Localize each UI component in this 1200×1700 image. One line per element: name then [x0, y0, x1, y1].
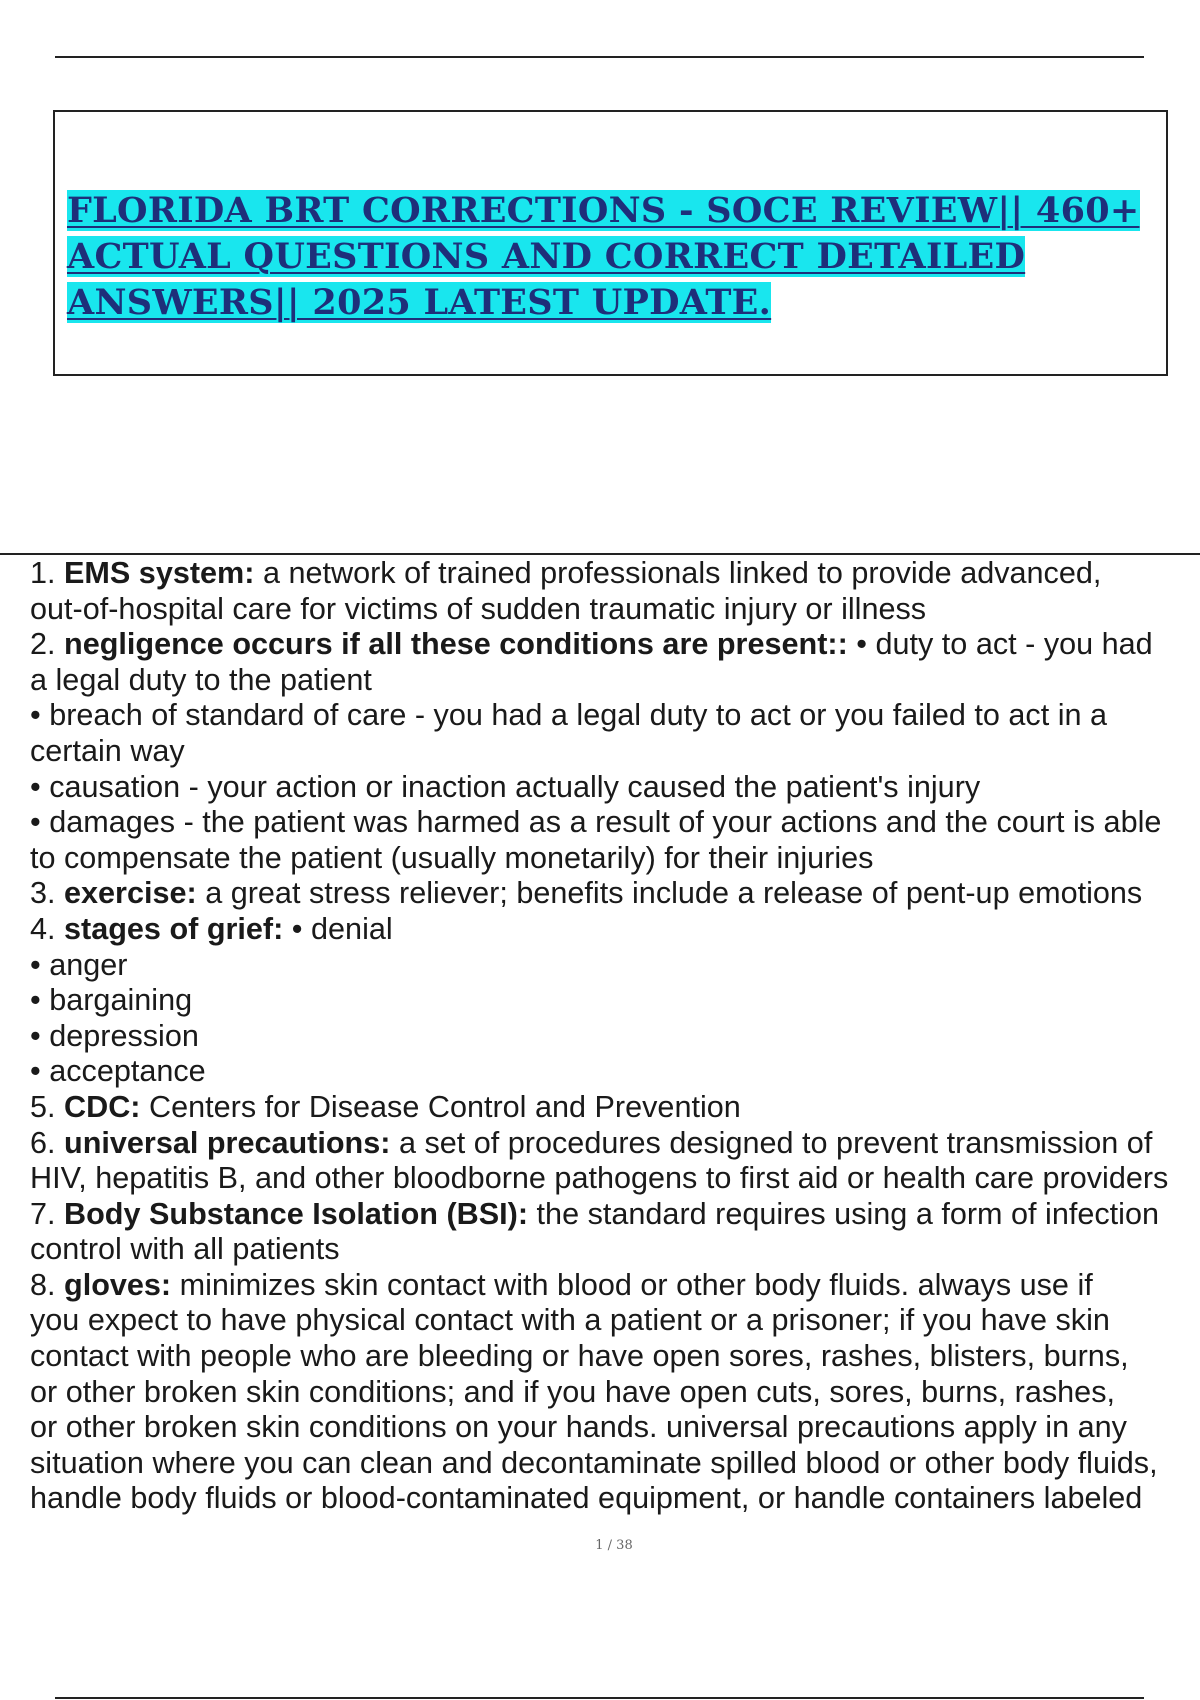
item-term: negligence occurs if all these conditions are present::	[64, 627, 848, 662]
item-text-line: • acceptance	[30, 1054, 206, 1089]
item-text-line: contact with people who are bleeding or have open sores, rashes, blisters, burns,	[30, 1339, 1129, 1374]
item-text-line: situation where you can clean and decontaminate spilled blood or other body fluids,	[30, 1445, 1158, 1480]
item-text-line: control with all patients	[30, 1232, 340, 1267]
item-text-line: • breach of standard of care - you had a legal duty to act or you failed to act in a	[30, 698, 1108, 733]
content-rule	[0, 553, 1200, 555]
item-text-line: you expect to have physical contact with a patient or a prisoner; if you have skin	[30, 1303, 1110, 1338]
question-list	[30, 556, 1200, 1517]
list-item	[30, 1126, 1200, 1162]
title-line-2: ACTUAL QUESTIONS AND CORRECT DETAILED	[67, 236, 1026, 277]
item-text: a set of procedures designed to prevent transmission of	[390, 1125, 1153, 1160]
item-number: 5.	[30, 1089, 56, 1124]
list-item	[30, 556, 1200, 592]
item-term: CDC:	[64, 1089, 141, 1124]
item-number: 6.	[30, 1125, 56, 1160]
list-item	[30, 627, 1200, 663]
item-text-line: • depression	[30, 1018, 199, 1053]
item-text-line: • anger	[30, 947, 128, 982]
item-text: • duty to act - you had	[847, 627, 1153, 662]
item-text: • denial	[283, 911, 393, 946]
top-rule	[55, 56, 1144, 58]
item-text-line: • causation - your action or inaction actually caused the patient's injury	[30, 769, 981, 804]
item-text-line: to compensate the patient (usually monetarily) for their injuries	[30, 840, 874, 875]
item-term: stages of grief:	[64, 911, 284, 946]
list-item	[30, 1268, 1200, 1304]
title-line-1: FLORIDA BRT CORRECTIONS - SOCE REVIEW|| 460+	[67, 190, 1140, 231]
item-term: Body Substance Isolation (BSI):	[64, 1196, 529, 1231]
item-term: EMS system:	[64, 556, 255, 590]
item-text-line: certain way	[30, 733, 185, 768]
item-text-line: or other broken skin conditions on your hands. universal precautions apply in any	[30, 1410, 1127, 1445]
item-text-line: or other broken skin conditions; and if you have open cuts, sores, burns, rashes,	[30, 1374, 1115, 1409]
item-text-line: HIV, hepatitis B, and other bloodborne pathogens to first aid or health care providers	[30, 1161, 1169, 1196]
list-item	[30, 1090, 1200, 1126]
item-text: Centers for Disease Control and Prevention	[140, 1089, 741, 1124]
document-title	[67, 188, 1157, 326]
item-text: the standard requires using a form of infection	[528, 1196, 1159, 1231]
item-text-line: out-of-hospital care for victims of sudden traumatic injury or illness	[30, 591, 927, 626]
item-text: a network of trained professionals linked to provide advanced,	[254, 556, 1102, 590]
title-box	[53, 110, 1168, 376]
item-text-line: • damages - the patient was harmed as a result of your actions and the court is able	[30, 805, 1162, 840]
item-text: a great stress reliever; benefits include a release of pent-up emotions	[196, 876, 1143, 911]
item-term: gloves:	[64, 1267, 172, 1302]
title-line-3: ANSWERS|| 2025 LATEST UPDATE.	[67, 282, 772, 323]
item-number: 1.	[30, 556, 56, 590]
bottom-rule	[55, 1697, 1144, 1699]
item-number: 8.	[30, 1267, 56, 1302]
item-text-line: handle body fluids or blood-contaminated equipment, or handle containers labeled	[30, 1481, 1143, 1516]
item-term: universal precautions:	[64, 1125, 391, 1160]
page-number: 1 / 38	[595, 1538, 633, 1553]
item-number: 2.	[30, 627, 56, 662]
item-text-line: • bargaining	[30, 983, 193, 1018]
item-number: 4.	[30, 911, 56, 946]
item-term: exercise:	[64, 876, 197, 911]
item-text: minimizes skin contact with blood or other body fluids. always use if	[171, 1267, 1093, 1302]
item-text-line: a legal duty to the patient	[30, 662, 372, 697]
list-item	[30, 876, 1200, 912]
item-number: 3.	[30, 876, 56, 911]
item-number: 7.	[30, 1196, 56, 1231]
list-item	[30, 912, 1200, 948]
list-item	[30, 1197, 1200, 1233]
